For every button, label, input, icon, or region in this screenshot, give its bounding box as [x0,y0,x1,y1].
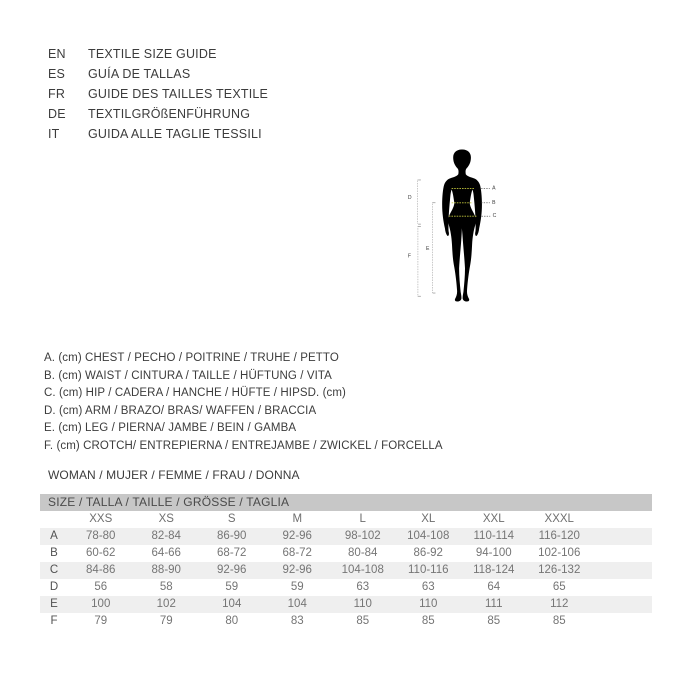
size-value-cell: 104 [287,598,307,610]
language-row [48,124,268,144]
size-value-cell: 68-72 [217,547,247,559]
measure-letter-cell: A [50,530,58,542]
size-value-cell: 102 [156,598,176,610]
language-title: GUIDA ALLE TAGLIE TESSILI [88,127,262,141]
size-value-cell: 92-96 [217,564,247,576]
size-value-cell: 79 [159,615,173,627]
measure-letter-cell: B [50,547,58,559]
size-column-header: XXL [482,513,505,525]
size-value-cell: 111 [485,598,503,610]
size-value-cell: 94-100 [475,547,512,559]
size-value-cell: 59 [290,581,304,593]
size-value-cell: 102-106 [538,547,581,559]
size-value-cell: 58 [159,581,173,593]
size-value-cell: 98-102 [344,530,381,542]
size-column-header: XS [158,513,174,525]
legend-line: B. (cm) WAIST / CINTURA / TAILLE / HÜFTUNG / VITA [44,369,332,382]
language-code: IT [48,127,60,141]
size-value-cell: 116-120 [538,530,580,542]
size-value-cell: 63 [421,581,435,593]
size-value-cell: 60-62 [86,547,116,559]
size-value-cell: 83 [290,615,304,627]
language-code: ES [48,67,66,81]
size-table [40,494,652,630]
size-table-body [40,528,652,630]
size-value-cell: 100 [91,598,111,610]
size-column-header: XXXL [544,513,574,525]
size-value-cell: 78-80 [86,530,116,542]
table-row [40,613,652,630]
table-title-text: SIZE / TALLA / TAILLE / GRÖSSE / TAGLIA [48,495,290,509]
table-row [40,545,652,562]
size-value-cell: 112 [550,598,569,610]
size-value-cell: 104 [222,598,242,610]
language-code: FR [48,87,66,101]
size-value-cell: 64 [487,581,501,593]
size-value-cell: 104-108 [407,530,450,542]
corner-cell [40,511,68,528]
measure-line-crotch [408,226,421,296]
size-value-cell: 104-108 [341,564,384,576]
label-D: D [407,194,412,201]
label-B: B [492,199,496,206]
size-value-cell: 79 [94,615,108,627]
legend-line: D. (cm) ARM / BRAZO/ BRAS/ WAFFEN / BRACCIA [44,404,317,417]
size-value-cell: 92-96 [282,564,312,576]
legend-line: A. (cm) CHEST / PECHO / POITRINE / TRUHE / PETTO [44,352,339,364]
size-value-cell: 68-72 [282,547,312,559]
language-row [48,64,268,84]
label-E: E [426,246,430,253]
label-A: A [492,185,496,192]
size-value-cell: 85 [356,615,370,627]
language-code: EN [48,47,66,61]
table-row [40,579,652,596]
language-row [48,84,268,104]
measurement-legend [44,350,443,455]
measure-line-arm [408,180,421,225]
size-value-cell: 92-96 [282,530,312,542]
size-value-cell: 85 [487,615,501,627]
language-title: GUÍA DE TALLAS [88,67,191,81]
size-value-cell: 63 [356,581,370,593]
size-value-cell: 65 [552,581,566,593]
size-value-cell: 64-66 [151,547,181,559]
size-value-cell: 110-116 [408,564,449,576]
size-value-cell: 126-132 [538,564,581,576]
gender-line: WOMAN / MUJER / FEMME / FRAU / DONNA [48,468,300,482]
table-row [40,562,652,579]
size-value-cell: 82-84 [151,530,181,542]
size-column-header: XL [421,513,436,525]
size-value-cell: 88-90 [151,564,181,576]
legend-line: E. (cm) LEG / PIERNA/ JAMBE / BEIN / GAMBA [44,422,297,434]
size-value-cell: 80-84 [348,547,378,559]
language-title: TEXTILE SIZE GUIDE [88,47,217,61]
size-value-cell: 86-92 [413,547,443,559]
size-value-cell: 110 [353,598,372,610]
language-title: GUIDE DES TAILLES TEXTILE [88,87,269,101]
legend-line: C. (cm) HIP / CADERA / HANCHE / HÜFTE / HIPSD. (cm) [44,387,346,399]
language-title-list [48,44,268,144]
size-value-cell: 59 [225,581,239,593]
table-title-bar [40,494,652,511]
size-column-header: L [359,513,366,525]
label-C: C [492,213,497,220]
size-value-cell: 118-124 [473,564,515,576]
size-column-header-row [40,511,652,528]
language-row [48,44,268,64]
label-F: F [407,253,412,260]
measure-letter-cell: E [50,598,58,610]
woman-silhouette [442,149,482,301]
size-value-cell: 84-86 [86,564,116,576]
size-value-cell: 80 [225,615,239,627]
table-row [40,596,652,613]
table-row [40,528,652,545]
measure-letter-cell: F [50,615,58,627]
size-value-cell: 110-114 [473,530,514,542]
size-column-header: M [292,513,303,525]
size-value-cell: 85 [552,615,566,627]
measure-letter-cell: D [49,581,59,593]
legend-line: F. (cm) CROTCH/ ENTREPIERNA / ENTREJAMBE / ZWICKEL / FORCELLA [44,439,443,452]
language-title: TEXTILGRÖßENFÜHRUNG [88,107,251,121]
size-value-cell: 86-90 [217,530,247,542]
size-column-header: XXS [89,513,113,525]
language-row [48,104,268,124]
size-value-cell: 85 [421,615,435,627]
size-value-cell: 56 [94,581,108,593]
size-column-header: S [227,513,236,525]
measure-letter-cell: C [49,564,59,576]
language-code: DE [48,107,66,121]
size-value-cell: 110 [419,598,438,610]
measure-line-leg [426,203,435,294]
